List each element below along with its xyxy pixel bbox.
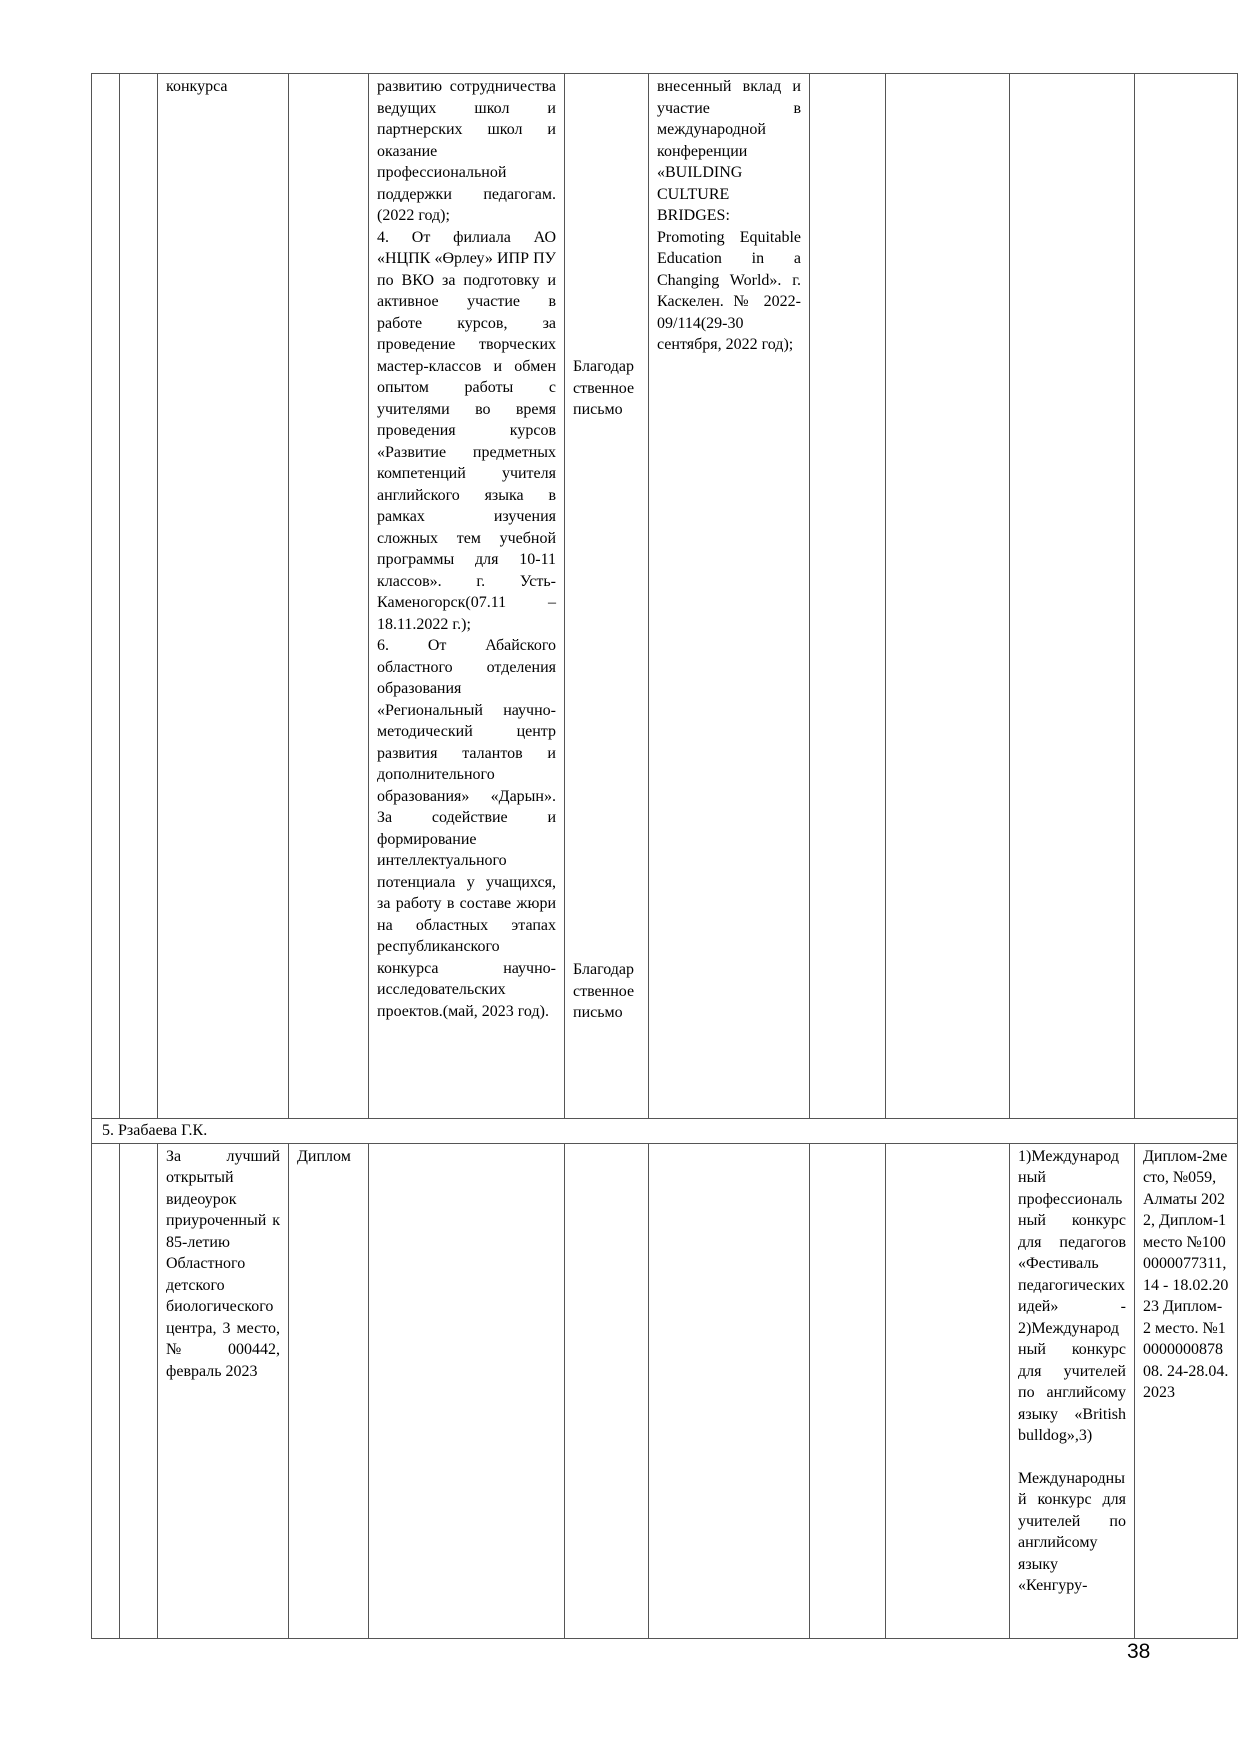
- table-cell: [120, 74, 158, 1119]
- table-cell: [1135, 74, 1238, 1119]
- table-cell: За лучший открытый видеоурок приуроченный к 85-летию Областного детского биологического центра, 3 место, №000442, февраль 2023: [158, 1143, 289, 1638]
- table-cell: [810, 1143, 886, 1638]
- table-cell: [120, 1143, 158, 1638]
- section-label: 5. Рзабаева Г.К.: [92, 1119, 1238, 1144]
- page-number: 38: [1127, 1640, 1151, 1663]
- contest-text: 1)Международный профессиональный конкурс для педагогов «Фестиваль педагогических идей» - 2)Международный конкурс для учителей по английсому языку «British bulldog»,3): [1018, 1147, 1126, 1444]
- table-cell: [886, 74, 1010, 1119]
- table-cell: внесенный вклад и участие в международной конференции «BUILDING CULTURE BRIDGES: Promoting Equitable Education in a Changing World». г. Каскелен. № 2022-09/114(29-30 сентября, 2022 год);: [649, 74, 810, 1119]
- section-header-row: [92, 1119, 1238, 1144]
- table-cell: развитию сотрудничества ведущих школ и партнерских школ и оказание профессиональной поддержки педагогам. (2022 год); 4. От филиала АО «НЦПК «Өрлеу» ИПР ПУ по ВКО за подготовку и активное участие в работе курсов, за проведение творческих мастер-классов и обмен опытом работы с учителями во время проведения курсов «Развитие предметных компетенций учителя английского языка в рамках изучения сложных тем учебной программы для 10-11 классов». г. Усть-Каменогорск(07.11 – 18.11.2022 г.); 6. От Абайского областного отделения образования «Региональный научно-методический центр развития талантов и дополнительного образования» «Дарын». За содействие и формирование интеллектуального потенциала у учащихся, за работу в составе жюри на областных этапах республиканского конкурса научно-исследовательских проектов.(май, 2023 год).: [369, 74, 565, 1119]
- table-cell: [810, 74, 886, 1119]
- contest-text: Международный конкурс для учителей по английсому языку «Кенгуру-: [1018, 1469, 1126, 1594]
- table-row: [92, 74, 1238, 1119]
- awards-table: [91, 73, 1238, 1639]
- table-cell: [886, 1143, 1010, 1638]
- table-cell: Диплом-2место, №059, Алматы 2022, Диплом-1 место №1000000077311,14 - 18.02.2023 Диплом-2 место. №1000000087808. 24-28.04.2023: [1135, 1143, 1238, 1638]
- letter-label: Благодарственное письмо: [573, 358, 635, 418]
- table-cell: [369, 1143, 565, 1638]
- table-cell: конкурса: [158, 74, 289, 1119]
- table-cell: [1010, 74, 1135, 1119]
- letter-label: Благодарственное письмо: [573, 961, 635, 1021]
- table-cell: [92, 74, 120, 1119]
- table-cell: [649, 1143, 810, 1638]
- table-cell: [92, 1143, 120, 1638]
- table-cell: [565, 1143, 649, 1638]
- table-cell: [289, 74, 369, 1119]
- table-cell: Диплом: [289, 1143, 369, 1638]
- table-row: [92, 1143, 1238, 1638]
- table-cell: [565, 74, 649, 1119]
- table-cell: [1010, 1143, 1135, 1638]
